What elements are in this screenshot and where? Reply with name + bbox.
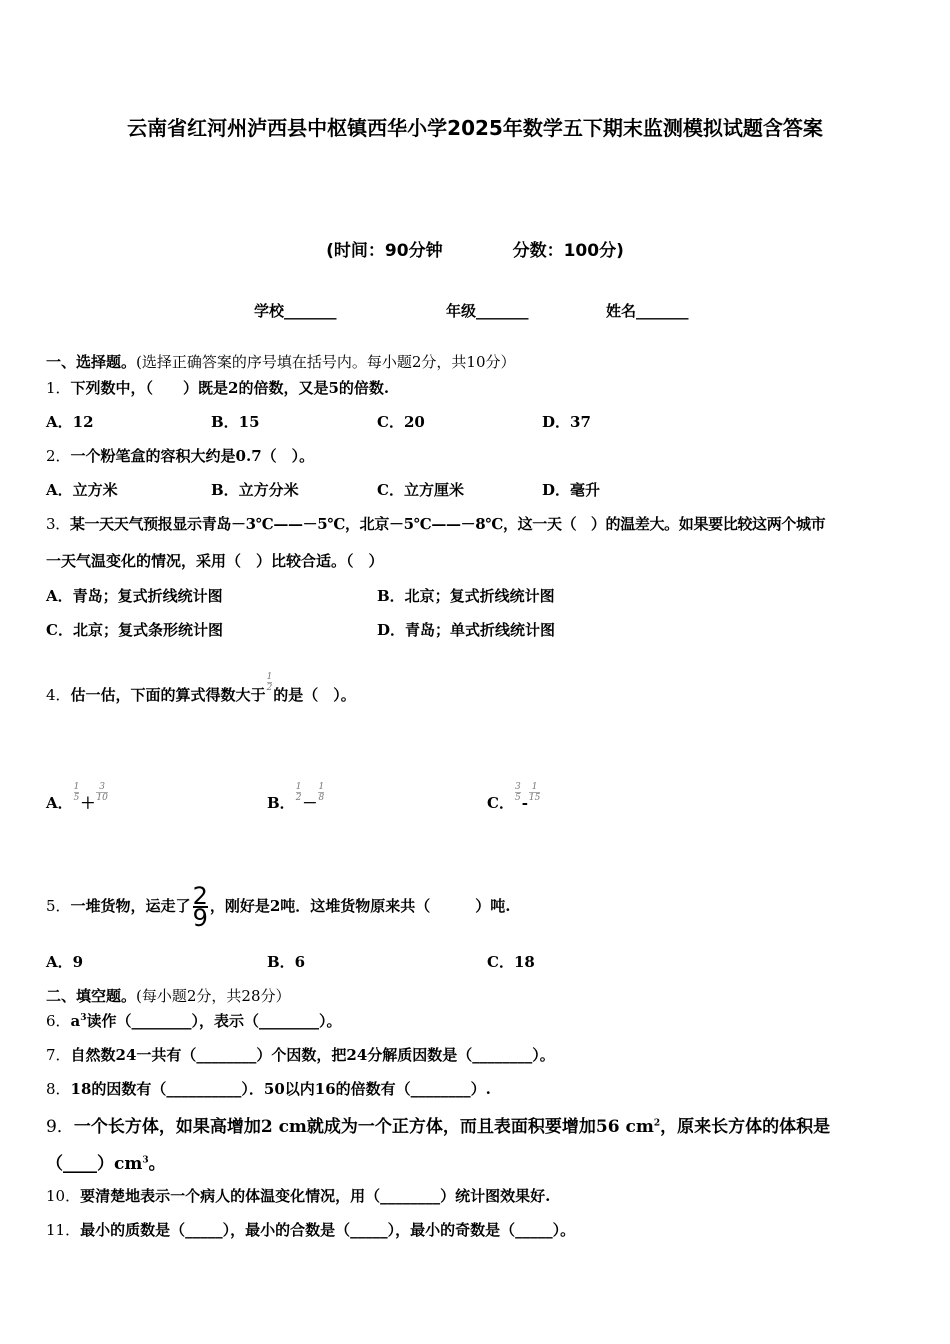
q1-option-c: C．20 bbox=[377, 413, 425, 431]
question-9-cont: $(\_\_\_\_)cm^3$。 bbox=[46, 1154, 166, 1174]
question-3: 3．某一天天气预报显示青岛－3℃——－5℃，北京－5℃——－8℃，这一天（ ）的温差大。如果要比较这两个城市 bbox=[46, 515, 826, 533]
section-fill-heading: 二、填空题。(每小题2分，共28分） bbox=[46, 987, 291, 1005]
question-11: 11．最小的质数是（_____），最小的合数是（_____），最小的奇数是（_____）。 bbox=[46, 1221, 576, 1239]
fraction-two-ninths: $\frac{2}{9}$ bbox=[192, 882, 208, 932]
q2-option-c: C．立方厘米 bbox=[377, 481, 464, 499]
page-title: 云南省红河州泸西县中枢镇西华小学2025年数学五下期末监测模拟试题含答案 bbox=[127, 116, 823, 140]
q5-option-c: C．18 bbox=[487, 953, 535, 971]
fraction-half: $\frac{1}{2}$ bbox=[266, 671, 273, 693]
grade-field: 年级_______ bbox=[446, 302, 529, 320]
question-6: 6．$a^3$读作（________），表示（________）。 bbox=[46, 1012, 342, 1030]
q4-option-a: A． $\frac{1}{5}$ ＋ $\frac{3}{10}$ bbox=[46, 781, 108, 812]
question-5: 5．一堆货物，运走了 $\frac{2}{9}$ ，刚好是2吨．这堆货物原来共（ ）吨. bbox=[46, 882, 511, 932]
question-8: 8．18的因数有（__________）．50以内16的倍数有（________）. bbox=[46, 1080, 491, 1098]
exam-time: (时间：90分钟 bbox=[326, 241, 443, 261]
q2-option-a: A．立方米 bbox=[46, 481, 118, 499]
question-9: 9．一个长方体，如果高增加2 cm就成为一个正方体，而且表面积要增加56 $cm^2$，原来长方体的体积是 bbox=[46, 1117, 831, 1137]
q3-option-a: A．青岛；复式折线统计图 bbox=[46, 587, 223, 605]
section-choice-heading: 一、选择题。(选择正确答案的序号填在括号内。每小题2分，共10分） bbox=[46, 353, 516, 371]
question-7: 7．自然数24一共有（________）个因数，把24分解质因数是（________）。 bbox=[46, 1046, 555, 1064]
q2-option-d: D．毫升 bbox=[542, 481, 601, 499]
q5-option-a: A．9 bbox=[46, 953, 84, 971]
question-3-cont: 一天气温变化的情况，采用（ ）比较合适。（ ） bbox=[46, 552, 384, 570]
q3-option-b: B．北京；复式折线统计图 bbox=[377, 587, 555, 605]
question-1: 1．下列数中，（ ）既是2的倍数，又是5的倍数. bbox=[46, 379, 390, 397]
exam-score: 分数：100分) bbox=[512, 241, 624, 261]
q3-option-d: D．青岛；单式折线统计图 bbox=[377, 621, 556, 639]
q1-option-a: A．12 bbox=[46, 413, 94, 431]
question-2: 2．一个粉笔盒的容积大约是0.7（ ）。 bbox=[46, 447, 315, 465]
question-10: 10．要清楚地表示一个病人的体温变化情况，用（________）统计图效果好. bbox=[46, 1187, 551, 1205]
q3-option-c: C．北京；复式条形统计图 bbox=[46, 621, 223, 639]
q4-option-c: C． $\frac{3}{5}$ - $\frac{1}{15}$ bbox=[487, 781, 541, 812]
q2-option-b: B．立方分米 bbox=[211, 481, 299, 499]
exam-meta bbox=[0, 236, 950, 261]
q4-option-b: B． $\frac{1}{2}$ － $\frac{1}{8}$ bbox=[267, 781, 325, 812]
q1-option-b: B．15 bbox=[211, 413, 260, 431]
question-4: 4．估一估，下面的算式得数大于 $\frac{1}{2}$ 的是（ ）。 bbox=[46, 671, 356, 704]
school-field: 学校_______ bbox=[254, 302, 337, 320]
q5-option-b: B．6 bbox=[267, 953, 306, 971]
name-field: 姓名_______ bbox=[606, 302, 689, 320]
q1-option-d: D．37 bbox=[542, 413, 591, 431]
